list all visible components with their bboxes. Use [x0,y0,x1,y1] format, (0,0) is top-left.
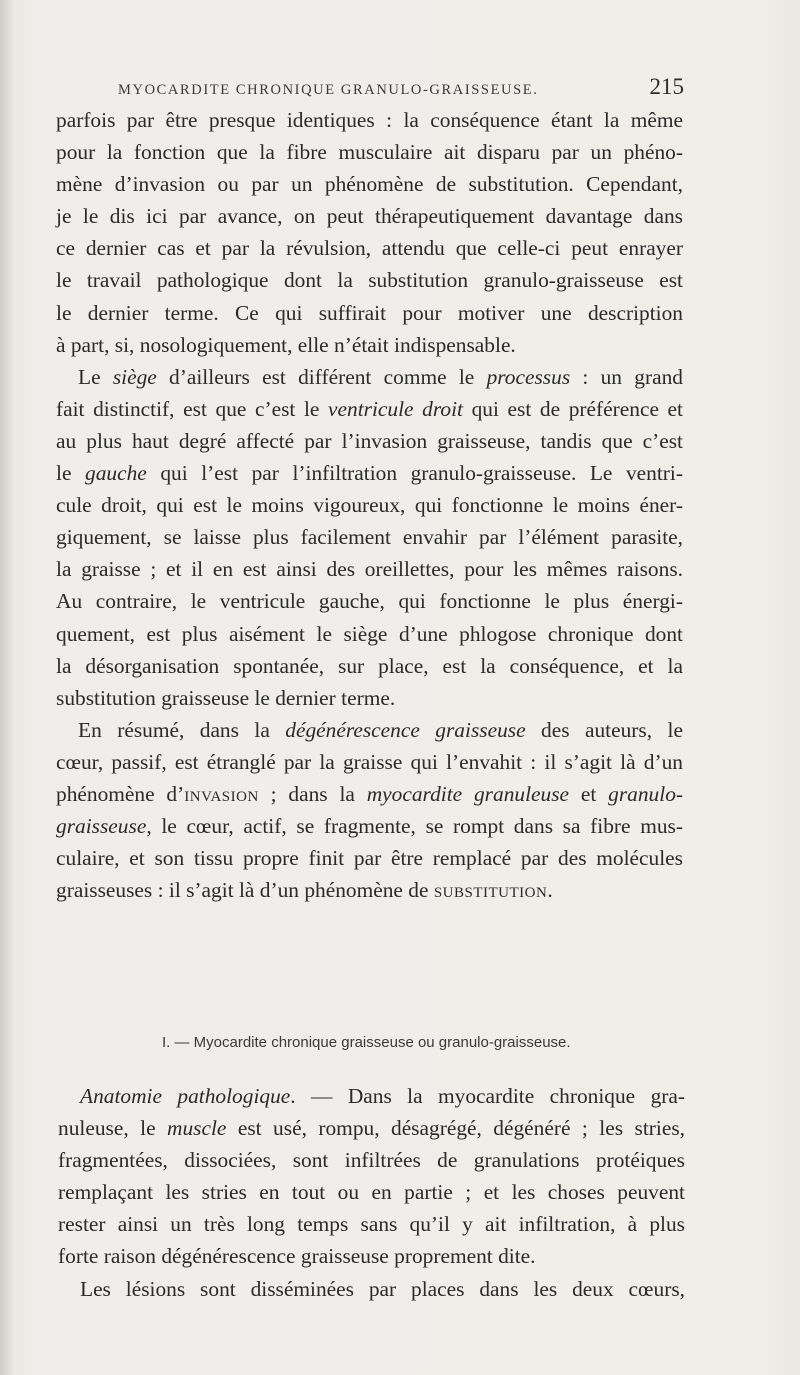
text-line: substitution graisseuse le dernier terme. [56,685,396,710]
text-line: graisseuse, le cœur, actif, se fragmente, se rompt dans sa fibre mus- [56,814,683,839]
text-line: fait distinctif, est que c’est le ventricule droit qui est de préférence et [56,396,683,421]
italic-term: Anatomie pathologique [80,1084,291,1108]
text-line: remplaçant les stries en tout ou en partie ; et les choses peuvent [58,1180,685,1205]
text-line: le gauche qui l’est par l’infiltration granulo-graisseuse. Le ventri- [56,461,683,486]
text-line: la désorganisation spontanée, sur place, est la conséquence, et la [56,653,683,678]
text-line: giquement, se laisse plus facilement envahir par l’élément parasite, [56,525,683,550]
text-line: Le siège d’ailleurs est différent comme le processus : un grand [78,364,683,389]
section-text [58,1080,685,1305]
text-line: parfois par être presque identiques : la conséquence étant la même [56,108,683,132]
text-line: fragmentées, dissociées, sont infiltrées de granulations protéiques [58,1148,685,1173]
text-line: Les lésions sont disséminées par places dans les deux cœurs, [80,1276,685,1301]
text-line: rester ainsi un très long temps sans qu’il y ait infiltration, à plus [58,1212,685,1237]
text-line: je le dis ici par avance, on peut thérapeutiquement davantage dans [56,204,683,229]
italic-term: granulo- [608,781,684,806]
italic-term: myocardite granuleuse [366,781,570,806]
section-heading: I. — Myocardite chronique graisseuse ou granulo-graisseuse. [162,1034,571,1051]
small-caps-term: invasion [184,781,259,806]
text-line: Au contraire, le ventricule gauche, qui fonctionne le plus énergi- [56,589,683,614]
text-line: cœur, passif, est étranglé par la graisse qui l’envahit : il s’agit là d’un [56,749,683,774]
text-line: à part, si, nosologiquement, elle n’était indispensable. [56,332,516,357]
paragraph-2 [56,361,683,714]
text-line: graisseuses : il s’agit là d’un phénomène de substitution. [56,878,553,903]
text-line: cule droit, qui est le moins vigoureux, qui fonctionne le moins éner- [56,493,683,518]
small-caps-term: substitution [433,878,548,903]
text-line: phénomène d’invasion ; dans la myocardite granuleuse et granulo- [56,781,684,806]
paragraph-1 [56,104,683,361]
text-line: Anatomie pathologique. — Dans la myocardite chronique gra- [80,1084,686,1108]
text-line: culaire, et son tissu propre finit par être remplacé par des molécules [56,846,683,871]
paragraph-4 [58,1080,685,1273]
text-line: nuleuse, le muscle est usé, rompu, désagrégé, dégénéré ; les stries, [58,1116,685,1141]
italic-term: siège [112,364,157,389]
running-title: MYOCARDITE CHRONIQUE GRANULO-GRAISSEUSE. [118,82,539,98]
paragraph-3 [56,714,683,907]
text-line: au plus haut degré affecté par l’invasion graisseuse, tandis que c’est [56,428,683,453]
page-number: 215 [649,74,684,99]
text-line: ce dernier cas et par la révulsion, attendu que celle-ci peut enrayer [56,236,683,261]
text-line: mène d’invasion ou par un phénomène de substitution. Cependant, [56,172,683,197]
italic-term: processus [486,364,571,389]
main-text [56,104,683,906]
text-line: le travail pathologique dont la substitution granulo-graisseuse est [56,268,683,293]
text-line: la graisse ; et il en est ainsi des oreillettes, pour les mêmes raisons. [56,557,683,582]
text-line: En résumé, dans la dégénérescence graisseuse des auteurs, le [78,717,683,742]
italic-term: muscle [167,1116,227,1141]
italic-term: gauche [85,461,147,486]
text-line: le dernier terme. Ce qui suffirait pour motiver une description [56,300,683,325]
italic-term: graisseuse [56,814,147,839]
page-gutter-shadow [0,0,14,1375]
italic-term: dégénérescence graisseuse [285,717,526,742]
text-line: quement, est plus aisément le siège d’une phlogose chronique dont [56,621,683,646]
text-line: pour la fonction que la fibre musculaire ait disparu par un phéno- [56,140,683,165]
paragraph-5 [58,1273,685,1305]
italic-term: ventricule droit [328,396,463,421]
text-line: forte raison dégénérescence graisseuse proprement dite. [58,1244,536,1269]
